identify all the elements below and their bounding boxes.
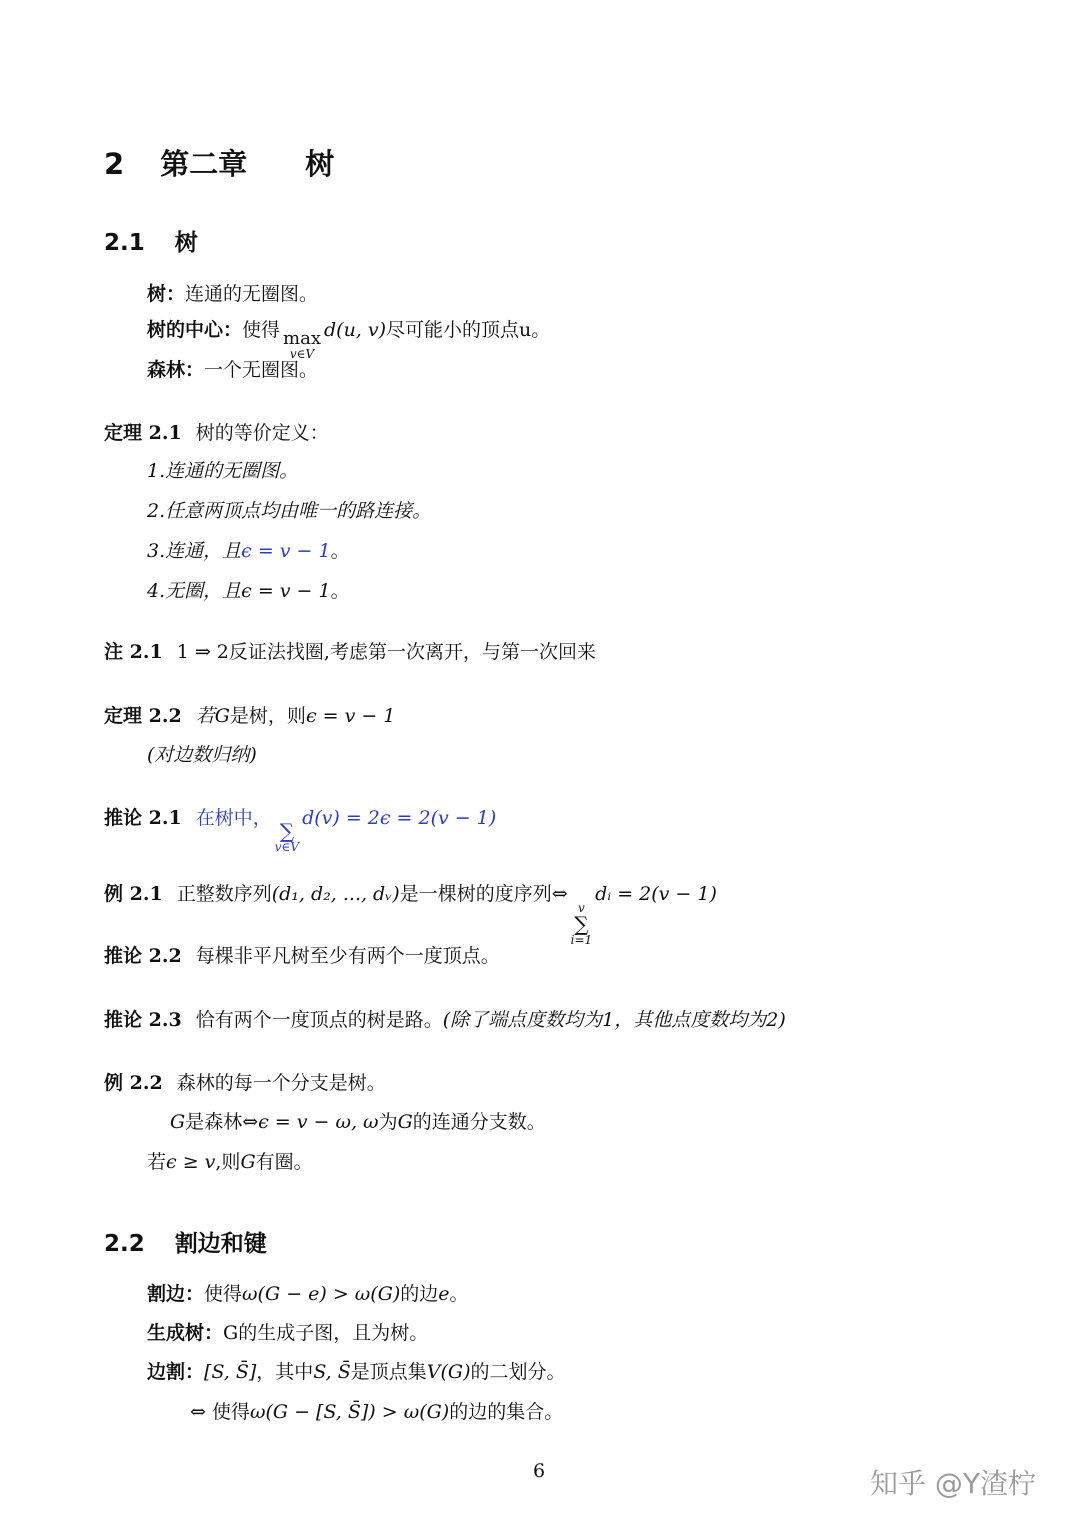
center-expr: d(u, v) [324, 319, 387, 341]
corollary-label: 推论 2.1 [104, 807, 182, 829]
note-label: 注 2.1 [104, 641, 163, 663]
sum-operator: ∑ v∈V [274, 819, 300, 854]
corollary-label: 推论 2.2 [104, 945, 182, 967]
section-heading-2-2 [104, 1225, 267, 1258]
term-spanning-tree: 生成树 [147, 1322, 205, 1344]
chapter-number: 2 [104, 147, 125, 181]
item3-math: ϵ = v − 1 [241, 540, 331, 562]
watermark: 知乎 @Y渣柠 [870, 1467, 1037, 1500]
chapter-heading [104, 142, 334, 183]
chapter-title: 第二章 树 [160, 147, 335, 181]
note-math: 1 ⇒ 2 [176, 641, 229, 663]
theorem-label: 定理 2.1 [104, 422, 182, 444]
page-number: 6 [533, 1460, 546, 1482]
center-pre: 使得 [242, 319, 281, 341]
forest-desc: 一个无圈图。 [204, 359, 319, 381]
theorem-item-4: 4.无圈，且ϵ = v − 1。 [147, 580, 350, 602]
definition-spanning-tree: 生成树：G的生成子图，且为树。 [147, 1322, 429, 1344]
corollary-2-1: 推论 2.1 在树中， ∑ v∈V d(v) = 2ϵ = 2(v − 1) [104, 807, 497, 854]
definition-tree-center: 树的中心：使得 max v∈V d(u, v)尽可能小的顶点u。 [147, 319, 551, 361]
section-heading-2-1 [104, 224, 198, 257]
term-cut-edge: 割边 [147, 1283, 186, 1305]
example-2-2: 例 2.2 森林的每一个分支是树。 [104, 1072, 386, 1094]
theorem-2-2: 定理 2.2 若G是树，则ϵ = v − 1 [104, 705, 396, 727]
section-title: 割边和键 [174, 1231, 267, 1257]
term-tree: 树 [147, 283, 167, 305]
example-2-1: 例 2.1 正整数序列(d₁, d₂, ..., dᵥ)是一棵树的度序列⇔ v ∑ i=1 dᵢ = 2(v − 1) [104, 883, 717, 947]
term-forest: 森林 [147, 359, 186, 381]
corollary-2-3: 推论 2.3 恰有两个一度顶点的树是路。(除了端点度数均为1，其他点度数均为2) [104, 1009, 786, 1031]
note-text: 反证法找圈,考虑第一次离开，与第一次回来 [228, 641, 596, 663]
section-number: 2.2 [104, 1231, 145, 1257]
theorem-2-1 [104, 421, 329, 445]
definition-tree: 树：连通的无圈图。 [147, 283, 319, 305]
corollary-label: 推论 2.3 [104, 1009, 182, 1031]
example-label: 例 2.1 [104, 883, 163, 905]
tree-desc: 连通的无圈图。 [185, 283, 319, 305]
center-post: 尽可能小的顶点u。 [386, 319, 551, 341]
example-label: 例 2.2 [104, 1072, 163, 1094]
definition-forest: 森林：一个无圈图。 [147, 359, 319, 381]
sum-operator: v ∑ i=1 [570, 901, 593, 947]
max-operator: max v∈V [283, 328, 321, 361]
corollary-2-2: 推论 2.2 每棵非平凡树至少有两个一度顶点。 [104, 945, 500, 967]
theorem-label: 定理 2.2 [104, 705, 182, 727]
term-tree-center: 树的中心 [147, 319, 224, 341]
item4-math: ϵ = v − 1 [241, 580, 331, 602]
section-title: 树 [174, 230, 198, 256]
theorem-2-2-proof: (对边数归纳) [147, 744, 257, 766]
section-number: 2.1 [104, 230, 145, 256]
theorem-item-1: 1.连通的无圈图。 [147, 460, 299, 482]
definition-cut-edge: 割边：使得ω(G − e) > ω(G)的边e。 [147, 1283, 469, 1305]
note-2-1 [104, 640, 596, 664]
theorem-title: 树的等价定义： [195, 422, 329, 444]
theorem-item-2: 2.任意两顶点均由唯一的路连接。 [147, 500, 432, 522]
term-edge-cut: 边割 [147, 1361, 186, 1383]
theorem-item-3: 3.连通，且ϵ = v − 1。 [147, 540, 350, 562]
example-2-2-line-2: G是森林⇔ϵ = v − ω, ω为G的连通分支数。 [170, 1111, 546, 1133]
definition-edge-cut: 边割：[S, S̄]，其中S, S̄是顶点集V(G)的二划分。 [147, 1361, 566, 1383]
definition-edge-cut-equiv: ⇔ 使得ω(G − [S, S̄]) > ω(G)的边的集合。 [190, 1401, 564, 1423]
example-2-2-line-3: 若ϵ ≥ v,则G有圈。 [147, 1151, 313, 1173]
